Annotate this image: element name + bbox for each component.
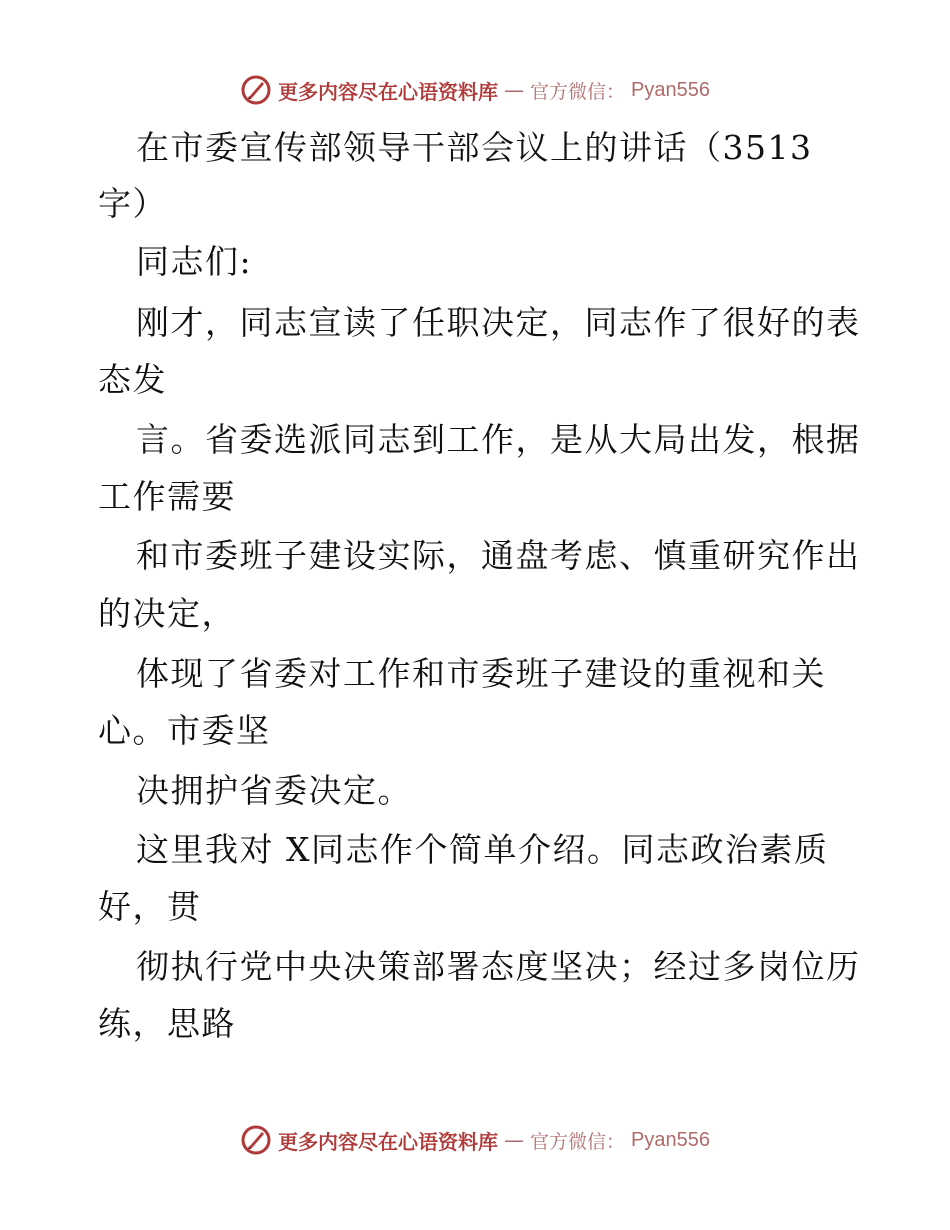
footer-banner <box>0 1120 950 1160</box>
promo-text: 更多内容尽在心语资料库 <box>278 79 498 104</box>
doc-line: 决拥护省委决定。 <box>136 771 412 810</box>
doc-line: 练，思路 <box>98 1004 236 1043</box>
doc-line: 态发 <box>98 360 167 399</box>
wechat-id: Pyan556 <box>631 78 710 101</box>
doc-line: 工作需要 <box>98 477 236 516</box>
header-banner <box>0 70 950 110</box>
wechat-label: 官方微信： <box>530 80 626 103</box>
doc-line: 言。省委选派同志到工作，是从大局出发，根据 <box>136 420 861 459</box>
promo-text: 更多内容尽在心语资料库 <box>278 1129 498 1154</box>
doc-line: 的决定， <box>98 594 236 633</box>
doc-line: 这里我对 X同志作个简单介绍。同志政治素质 <box>136 830 829 869</box>
doc-line: 同志们: <box>136 242 253 281</box>
feather-pen-logo-icon <box>240 74 272 106</box>
banner-dash: — <box>504 78 524 102</box>
doc-line: 刚才，同志宣读了任职决定，同志作了很好的表 <box>136 303 861 342</box>
doc-line: 好，贯 <box>98 887 202 926</box>
wechat-label: 官方微信： <box>530 1130 626 1153</box>
doc-line: 体现了省委对工作和市委班子建设的重视和关 <box>136 654 826 693</box>
doc-line: 在市委宣传部领导干部会议上的讲话（3513 <box>136 128 813 167</box>
doc-line: 字） <box>98 184 167 223</box>
doc-line: 彻执行党中央决策部署态度坚决；经过多岗位历 <box>136 947 861 986</box>
wechat-id: Pyan556 <box>631 1128 710 1151</box>
doc-line: 心。市委坚 <box>98 711 271 750</box>
feather-pen-logo-icon <box>240 1124 272 1156</box>
doc-line: 和市委班子建设实际，通盘考虑、慎重研究作出 <box>136 536 861 575</box>
banner-dash: — <box>504 1128 524 1152</box>
